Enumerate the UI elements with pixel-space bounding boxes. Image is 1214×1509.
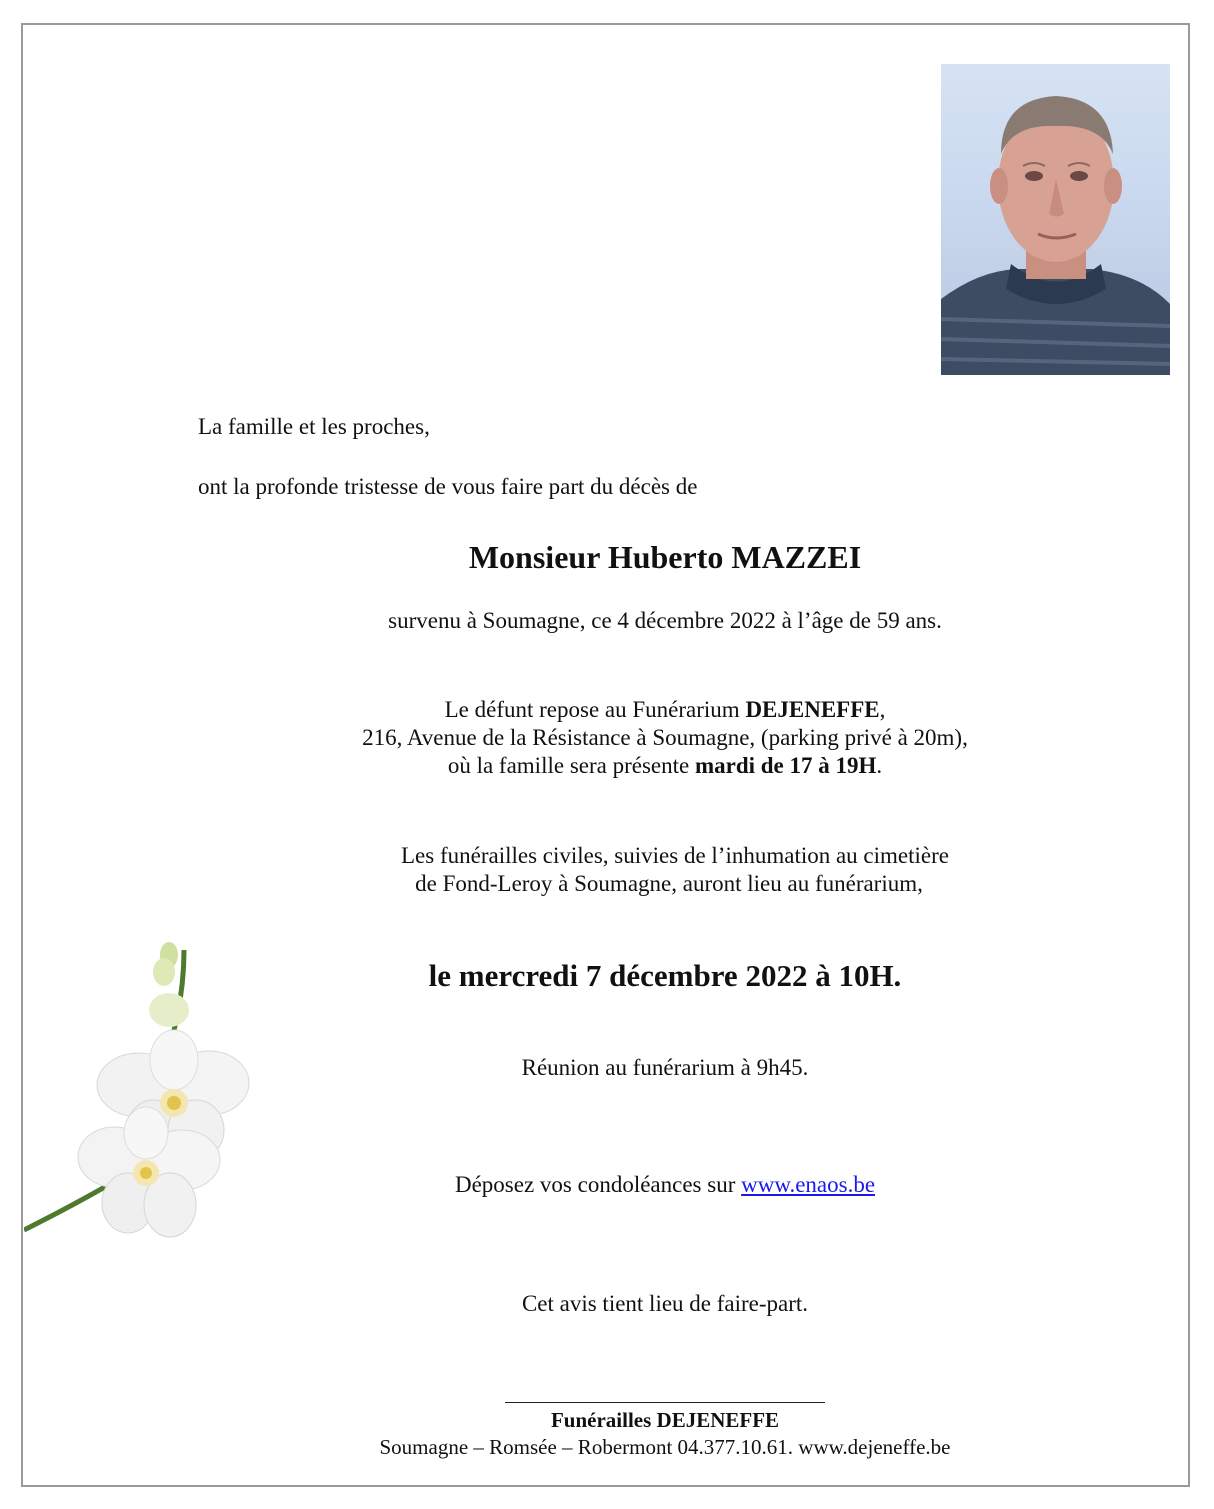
presence-line: [265, 752, 1065, 780]
repose-prefix: Le défunt repose au Funérarium: [444, 697, 746, 722]
condolences-link[interactable]: www.enaos.be: [741, 1172, 876, 1197]
announce-text: ont la profonde tristesse de vous faire part du décès de: [198, 474, 698, 499]
footer-company: Funérailles DEJENEFFE: [550, 1408, 780, 1432]
condolences-prefix: Déposez vos condoléances sur: [454, 1172, 742, 1197]
presence-prefix: où la famille sera présente: [447, 753, 695, 778]
intro-text: La famille et les proches,: [198, 414, 430, 439]
footer-divider: [505, 1402, 825, 1403]
repose-suffix: ,: [879, 697, 886, 722]
death-line: survenu à Soumagne, ce 4 décembre 2022 à l’âge de 59 ans.: [388, 608, 942, 633]
funeral-line-1: Les funérailles civiles, suivies de l’inhumation au cimetière: [401, 843, 949, 868]
footer-contact: Soumagne – Romsée – Robermont 04.377.10.61. www.dejeneffe.be: [379, 1435, 951, 1459]
repose-line: [265, 696, 1065, 724]
funeral-line-2: de Fond-Leroy à Soumagne, auront lieu au funérarium,: [415, 871, 923, 896]
meeting-text: Réunion au funérarium à 9h45.: [521, 1055, 809, 1080]
presence-suffix: .: [876, 753, 883, 778]
deceased-name: Monsieur Huberto MAZZEI: [468, 539, 862, 575]
white-orchid-icon: [24, 930, 304, 1280]
closing-text: Cet avis tient lieu de faire-part.: [521, 1291, 809, 1316]
funerarium-name: DEJENEFFE: [745, 697, 880, 722]
portrait-photo: [941, 64, 1170, 375]
condolences-line: [265, 1171, 1065, 1199]
presence-time: mardi de 17 à 19H: [694, 753, 877, 778]
address-line: 216, Avenue de la Résistance à Soumagne, (parking privé à 20m),: [362, 725, 968, 750]
funeral-date: le mercredi 7 décembre 2022 à 10H.: [428, 958, 902, 993]
